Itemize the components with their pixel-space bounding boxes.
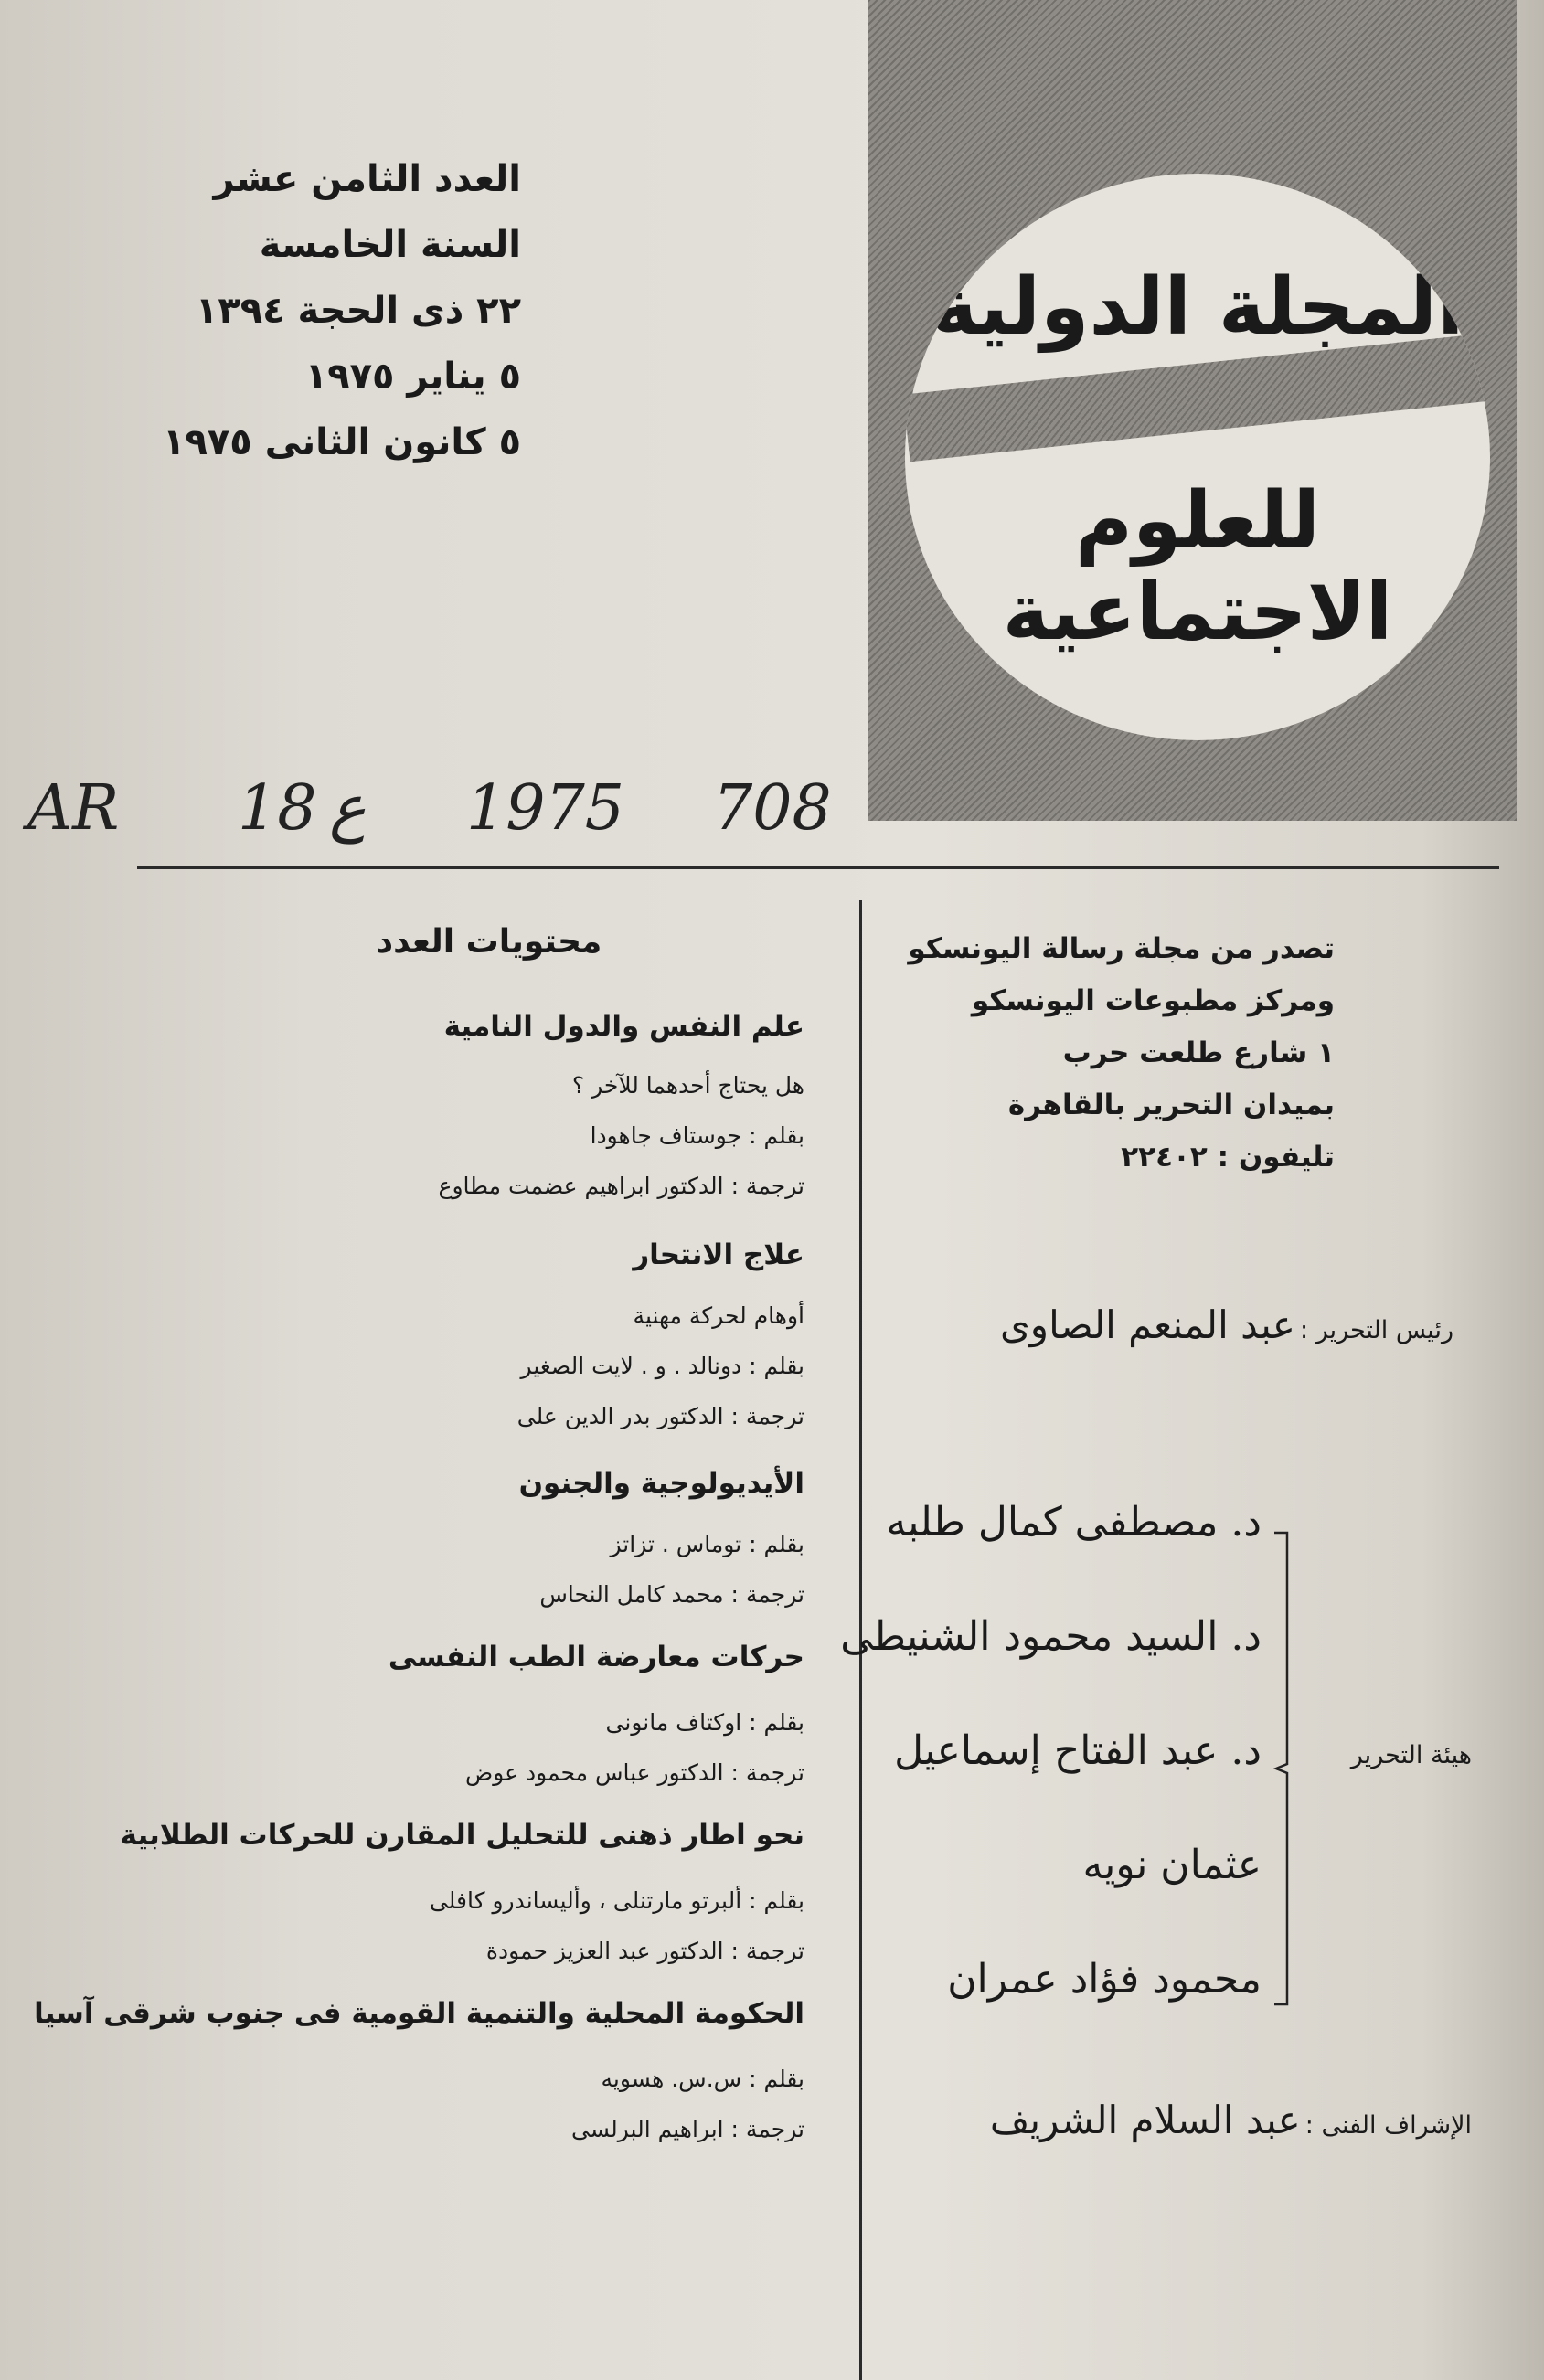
toc-article-line: بقلم : ألبرتو مارتنلى ، وأليساندرو كافلى [429,1887,804,1914]
toc-article-line: بقلم : دونالد . و . لايت الصغير [520,1353,804,1379]
toc-article-title: علاج الانتحار [633,1238,804,1271]
toc-article-title: علم النفس والدول النامية [443,1010,804,1043]
cover-title-line1: المجلة الدولية [931,261,1464,353]
chief-editor-name: عبد المنعم الصاوى [999,1302,1295,1347]
cover-block [868,0,1517,821]
toc-article-title: حركات معارضة الطب النفسى [388,1641,804,1673]
toc-article-title: الحكومة المحلية والتنمية القومية فى جنوب شرقى آسيا [34,1997,804,2030]
handwritten-number: 708 [713,772,832,845]
publisher-line: ومركز مطبوعات اليونسكو [971,984,1335,1017]
toc-article-line: ترجمة : محمد كامل النحاس [539,1581,804,1608]
board-member: عثمان نويه [1082,1842,1262,1888]
handwritten-year: 1975 [466,772,625,845]
toc-article-line: بقلم : اوكتاف مانونى [605,1709,804,1736]
technical-supervision-label: الإشراف الفنى : [1304,2111,1472,2140]
issue-year: السنة الخامسة [259,224,521,266]
toc-article-line: هل يحتاج أحدهما للآخر ؟ [571,1072,804,1099]
technical-supervision [923,2098,1472,2142]
handwritten-issue-letter: ع [329,772,367,845]
toc-article-line: بقلم : جوستاف جاهودا [590,1122,804,1149]
bracket-icon [1271,1531,1293,2006]
board-member: د. السيد محمود الشنيطى [840,1613,1262,1660]
handwritten-code: AR [27,772,120,845]
board-member: محمود فؤاد عمران [947,1956,1262,2003]
handwritten-volume: 18 [238,772,317,845]
toc-article-title: نحو اطار ذهنى للتحليل المقارن للحركات الطلابية [120,1819,804,1852]
board-member: د. عبد الفتاح إسماعيل [894,1727,1262,1774]
toc-article-line: ترجمة : الدكتور عباس محمود عوض [464,1759,804,1786]
publisher-line: تصدر من مجلة رسالة اليونسكو [908,932,1335,965]
toc-article-line: ترجمة : الدكتور ابراهيم عضمت مطاوع [438,1173,804,1199]
handwritten-mark [27,772,832,855]
toc-article-line: ترجمة : ابراهيم البرلسى [571,2116,804,2142]
cover-title-line2: للعلوم الاجتماعية [1002,475,1393,658]
horizontal-rule [137,866,1499,869]
toc-article-line: بقلم : توماس . تزاتز [610,1531,804,1557]
publisher-phone: تليفون : ٢٢٤٠٢ [1121,1141,1335,1174]
toc-article-line: ترجمة : الدكتور عبد العزيز حمودة [485,1938,804,1964]
issue-info [110,146,521,475]
publisher-info [896,923,1335,1184]
issue-date-egypt: ٥ يناير ١٩٧٥ [304,356,521,398]
issue-number: العدد الثامن عشر [213,158,521,200]
editorial-board-label: هيئة التحرير [1350,1741,1472,1769]
technical-supervision-name: عبد السلام الشريف [989,2098,1301,2142]
cover-emblem [905,174,1490,740]
chief-editor [942,1302,1453,1347]
toc-heading: محتويات العدد [376,923,602,961]
toc-article-title: الأيديولوجية والجنون [518,1467,804,1500]
toc-article-line: ترجمة : الدكتور بدر الدين على [516,1403,804,1429]
publisher-address: بميدان التحرير بالقاهرة [1007,1089,1335,1121]
issue-hijri-date: ٢٢ ذى الحجة ١٣٩٤ [195,290,521,332]
chief-editor-label: رئيس التحرير : [1300,1316,1453,1344]
publisher-address: ١ شارع طلعت حرب [1062,1036,1335,1069]
issue-date-levant: ٥ كانون الثانى ١٩٧٥ [163,421,521,463]
board-member: د. مصطفى كمال طلبه [886,1499,1262,1546]
toc-article-line: بقلم : س.س. هسويه [601,2066,804,2092]
toc-article-line: أوهام لحركة مهنية [633,1302,804,1329]
